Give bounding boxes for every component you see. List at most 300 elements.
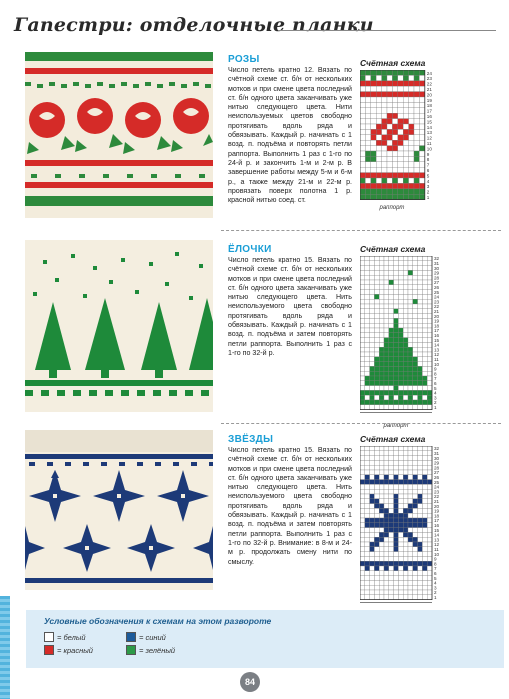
chart-cell: [403, 561, 408, 566]
chart-cell: [427, 362, 432, 367]
chart-cell: [379, 504, 384, 509]
chart-cell: [409, 113, 414, 118]
chart-cell: [422, 299, 427, 304]
chart-cell: [394, 261, 399, 266]
chart-cell: [409, 102, 414, 107]
chart-cell: [418, 285, 423, 290]
row-number: 1: [434, 405, 437, 410]
chart-cell: [371, 108, 376, 113]
chart-cell: [422, 266, 427, 271]
chart-cell: [360, 140, 365, 145]
row-number: 3: [434, 585, 437, 591]
chart-cell: [413, 299, 418, 304]
chart-cell: [384, 465, 389, 470]
rose-chart-caption: раппорт: [379, 205, 405, 211]
chart-cell: [427, 470, 432, 475]
chart-cell: [408, 400, 413, 405]
chart-cell: [422, 460, 427, 465]
chart-cell: [374, 366, 379, 371]
chart-cell: [370, 323, 375, 328]
chart-cell: [384, 275, 389, 280]
chart-cell: [370, 352, 375, 357]
chart-cell: [374, 395, 379, 400]
chart-cell: [379, 299, 384, 304]
chart-cell: [394, 266, 399, 271]
chart-cell: [379, 338, 384, 343]
chart-cell: [365, 294, 370, 299]
chart-cell: [389, 357, 394, 362]
chart-cell: [370, 480, 375, 485]
chart-cell: [387, 178, 392, 183]
chart-cell: [418, 342, 423, 347]
chart-cell: [398, 270, 403, 275]
chart-cell: [379, 508, 384, 513]
chart-cell: [384, 595, 389, 600]
chart-cell: [408, 542, 413, 547]
chart-cell: [384, 362, 389, 367]
chart-cell: [374, 342, 379, 347]
chart-cell: [360, 294, 365, 299]
rose-chart-title: Счётная схема: [360, 58, 426, 68]
chart-cell: [408, 585, 413, 590]
chart-cell: [408, 371, 413, 376]
chart-cell: [409, 189, 414, 194]
chart-cell: [374, 318, 379, 323]
chart-cell: [422, 580, 427, 585]
chart-cell: [371, 102, 376, 107]
star-instructions: [228, 434, 352, 567]
row-number: 23: [434, 299, 440, 305]
star-heading: ЗВЁЗДЫ: [228, 434, 274, 445]
chart-cell: [403, 113, 408, 118]
tree-instructions: [228, 244, 352, 358]
chart-cell: [394, 347, 399, 352]
chart-cell: [389, 465, 394, 470]
chart-cell: [360, 261, 365, 266]
chart-cell: [422, 390, 427, 395]
chart-cell: [422, 328, 427, 333]
chart-cell: [422, 318, 427, 323]
chart-cell: [398, 333, 403, 338]
chart-cell: [370, 475, 375, 480]
chart-cell: [379, 494, 384, 499]
chart-cell: [398, 92, 403, 97]
chart-cell: [427, 275, 432, 280]
chart-cell: [365, 189, 370, 194]
chart-cell: [379, 294, 384, 299]
chart-cell: [376, 183, 381, 188]
row-number: 16: [426, 114, 432, 119]
chart-cell: [370, 357, 375, 362]
chart-cell: [370, 523, 375, 528]
chart-cell: [413, 489, 418, 494]
chart-cell: [360, 518, 365, 523]
chart-cell: [403, 484, 408, 489]
chart-cell: [408, 376, 413, 381]
chart-cell: [403, 146, 408, 151]
chart-cell: [408, 299, 413, 304]
chart-cell: [414, 156, 419, 161]
chart-cell: [403, 275, 408, 280]
row-number: 8: [426, 157, 430, 163]
chart-cell: [376, 108, 381, 113]
chart-cell: [422, 304, 427, 309]
chart-cell: [389, 451, 394, 456]
chart-cell: [379, 328, 384, 333]
chart-cell: [371, 189, 376, 194]
row-number: 20: [434, 313, 440, 319]
chart-cell: [427, 456, 432, 461]
chart-cell: [408, 576, 413, 581]
chart-cell: [379, 357, 384, 362]
row-number: 19: [426, 97, 432, 103]
chart-cell: [403, 290, 408, 295]
chart-cell: [422, 489, 427, 494]
chart-cell: [365, 547, 370, 552]
chart-cell: [413, 366, 418, 371]
chart-cell: [371, 135, 376, 140]
row-number: 6: [434, 571, 437, 576]
chart-cell: [389, 338, 394, 343]
chart-cell: [413, 381, 418, 386]
chart-cell: [409, 135, 414, 140]
chart-cell: [408, 323, 413, 328]
chart-cell: [403, 366, 408, 371]
chart-cell: [403, 499, 408, 504]
chart-cell: [427, 352, 432, 357]
chart-cell: [394, 499, 399, 504]
chart-cell: [382, 81, 387, 86]
chart-cell: [360, 97, 365, 102]
chart-cell: [360, 566, 365, 571]
chart-cell: [413, 342, 418, 347]
chart-cell: [427, 566, 432, 571]
chart-cell: [370, 318, 375, 323]
chart-cell: [384, 400, 389, 405]
star-chart: [360, 446, 444, 608]
row-number: 10: [434, 361, 440, 367]
chart-cell: [408, 494, 413, 499]
chart-cell: [374, 552, 379, 557]
chart-cell: [384, 261, 389, 266]
chart-cell: [384, 270, 389, 275]
chart-cell: [394, 590, 399, 595]
chart-cell: [418, 294, 423, 299]
chart-cell: [427, 475, 432, 480]
chart-cell: [374, 480, 379, 485]
legend-title: Условные обозначения к схемам на этом развороте: [44, 616, 272, 626]
row-number: 18: [434, 323, 440, 329]
row-number: 8: [434, 371, 437, 377]
chart-cell: [413, 376, 418, 381]
chart-cell: [360, 504, 365, 509]
chart-cell: [370, 376, 375, 381]
row-number: 2: [434, 400, 437, 406]
chart-cell: [398, 318, 403, 323]
rose-instructions: [228, 54, 352, 205]
chart-cell: [394, 480, 399, 485]
chart-cell: [409, 156, 414, 161]
chart-cell: [387, 102, 392, 107]
chart-cell: [379, 371, 384, 376]
chart-cell: [408, 314, 413, 319]
chart-cell: [370, 256, 375, 261]
chart-cell: [419, 81, 424, 86]
chart-cell: [384, 513, 389, 518]
chart-cell: [382, 140, 387, 145]
chart-cell: [398, 124, 403, 129]
chart-cell: [422, 494, 427, 499]
chart-cell: [389, 528, 394, 533]
chart-cell: [379, 333, 384, 338]
chart-cell: [408, 513, 413, 518]
chart-cell: [427, 290, 432, 295]
chart-cell: [418, 451, 423, 456]
chart-cell: [418, 400, 423, 405]
chart-cell: [371, 97, 376, 102]
chart-cell: [379, 323, 384, 328]
chart-cell: [422, 523, 427, 528]
chart-cell: [365, 465, 370, 470]
chart-cell: [370, 285, 375, 290]
chart-cell: [418, 280, 423, 285]
chart-cell: [414, 129, 419, 134]
chart-cell: [360, 275, 365, 280]
chart-cell: [389, 381, 394, 386]
chart-cell: [408, 470, 413, 475]
chart-cell: [408, 561, 413, 566]
chart-cell: [371, 151, 376, 156]
chart-cell: [418, 480, 423, 485]
chart-cell: [427, 390, 432, 395]
chart-cell: [403, 576, 408, 581]
chart-cell: [398, 189, 403, 194]
chart-cell: [384, 518, 389, 523]
chart-cell: [387, 124, 392, 129]
chart-cell: [403, 595, 408, 600]
chart-cell: [365, 108, 370, 113]
chart-cell: [370, 371, 375, 376]
row-number: 29: [434, 270, 440, 276]
chart-cell: [365, 280, 370, 285]
legend-label: = белый: [57, 632, 86, 642]
row-number: 1: [426, 195, 430, 200]
chart-cell: [419, 75, 424, 80]
chart-cell: [422, 285, 427, 290]
chart-cell: [422, 261, 427, 266]
chart-cell: [403, 465, 408, 470]
chart-cell: [384, 556, 389, 561]
chart-cell: [365, 75, 370, 80]
chart-cell: [387, 108, 392, 113]
chart-cell: [419, 135, 424, 140]
chart-cell: [408, 309, 413, 314]
chart-cell: [384, 580, 389, 585]
row-number: 26: [434, 475, 440, 480]
row-number: 27: [434, 470, 440, 476]
chart-cell: [360, 146, 365, 151]
chart-cell: [398, 556, 403, 561]
chart-cell: [398, 328, 403, 333]
chart-cell: [408, 285, 413, 290]
chart-cell: [389, 261, 394, 266]
tree-heading: ЁЛОЧКИ: [228, 244, 272, 255]
chart-cell: [384, 347, 389, 352]
chart-cell: [392, 146, 397, 151]
chart-cell: [379, 270, 384, 275]
chart-cell: [422, 499, 427, 504]
chart-cell: [384, 475, 389, 480]
chart-cell: [389, 475, 394, 480]
chart-cell: [403, 571, 408, 576]
row-number: 20: [426, 92, 432, 98]
chart-cell: [403, 102, 408, 107]
legend-item-blue: [126, 632, 166, 642]
chart-cell: [414, 119, 419, 124]
row-number: 18: [434, 513, 440, 519]
chart-cell: [403, 552, 408, 557]
chart-cell: [394, 371, 399, 376]
chart-cell: [370, 460, 375, 465]
chart-cell: [398, 314, 403, 319]
chart-cell: [413, 523, 418, 528]
chart-cell: [379, 475, 384, 480]
chart-cell: [387, 70, 392, 75]
chart-cell: [418, 314, 423, 319]
chart-cell: [360, 480, 365, 485]
chart-cell: [398, 456, 403, 461]
chart-cell: [394, 357, 399, 362]
chart-cell: [398, 119, 403, 124]
chart-cell: [365, 532, 370, 537]
chart-cell: [398, 70, 403, 75]
chart-cell: [408, 499, 413, 504]
chart-cell: [374, 585, 379, 590]
chart-cell: [365, 400, 370, 405]
chart-cell: [370, 304, 375, 309]
row-number: 31: [434, 261, 440, 266]
chart-cell: [422, 275, 427, 280]
chart-cell: [389, 352, 394, 357]
chart-cell: [398, 290, 403, 295]
chart-cell: [413, 318, 418, 323]
chart-cell: [427, 314, 432, 319]
chart-cell: [370, 504, 375, 509]
chart-cell: [379, 528, 384, 533]
chart-cell: [384, 386, 389, 391]
chart-cell: [370, 484, 375, 489]
chart-cell: [418, 362, 423, 367]
chart-cell: [374, 504, 379, 509]
chart-cell: [427, 405, 432, 410]
chart-cell: [389, 304, 394, 309]
chart-cell: [408, 566, 413, 571]
legend-item-white: [44, 632, 86, 642]
chart-cell: [403, 70, 408, 75]
chart-cell: [365, 135, 370, 140]
chart-cell: [403, 92, 408, 97]
chart-cell: [389, 504, 394, 509]
chart-cell: [418, 513, 423, 518]
chart-cell: [376, 129, 381, 134]
star-chart-title: Счётная схема: [360, 434, 426, 444]
chart-cell: [418, 386, 423, 391]
row-number: 3: [434, 395, 437, 401]
chart-cell: [427, 499, 432, 504]
chart-cell: [360, 523, 365, 528]
chart-cell: [419, 183, 424, 188]
chart-cell: [365, 552, 370, 557]
chart-cell: [392, 173, 397, 178]
chart-cell: [427, 571, 432, 576]
chart-cell: [365, 508, 370, 513]
chart-cell: [389, 460, 394, 465]
chart-cell: [427, 542, 432, 547]
row-number: 15: [434, 527, 440, 533]
chart-cell: [408, 571, 413, 576]
row-number: 5: [434, 385, 437, 391]
row-number: 22: [434, 304, 440, 310]
chart-cell: [389, 566, 394, 571]
chart-cell: [392, 108, 397, 113]
chart-cell: [398, 266, 403, 271]
chart-cell: [389, 585, 394, 590]
chart-cell: [409, 119, 414, 124]
chart-cell: [403, 75, 408, 80]
chart-cell: [398, 366, 403, 371]
chart-cell: [379, 556, 384, 561]
row-number: 17: [426, 108, 432, 114]
chart-cell: [376, 113, 381, 118]
chart-cell: [394, 446, 399, 451]
chart-cell: [419, 189, 424, 194]
chart-cell: [392, 178, 397, 183]
chart-cell: [379, 580, 384, 585]
chart-cell: [365, 309, 370, 314]
chart-cell: [419, 108, 424, 113]
chart-cell: [427, 513, 432, 518]
chart-cell: [379, 542, 384, 547]
chart-cell: [365, 261, 370, 266]
chart-cell: [371, 183, 376, 188]
chart-cell: [427, 585, 432, 590]
chart-cell: [418, 590, 423, 595]
chart-cell: [389, 318, 394, 323]
chart-cell: [379, 489, 384, 494]
chart-cell: [379, 318, 384, 323]
chart-cell: [365, 405, 370, 410]
chart-cell: [360, 290, 365, 295]
chart-cell: [374, 513, 379, 518]
chart-cell: [360, 357, 365, 362]
chart-cell: [370, 508, 375, 513]
chart-cell: [419, 92, 424, 97]
chart-cell: [370, 261, 375, 266]
chart-cell: [422, 323, 427, 328]
chart-cell: [392, 86, 397, 91]
chart-cell: [398, 113, 403, 118]
chart-cell: [418, 585, 423, 590]
chart-cell: [374, 261, 379, 266]
chart-cell: [384, 561, 389, 566]
chart-cell: [376, 194, 381, 199]
chart-cell: [365, 376, 370, 381]
row-number: 12: [434, 542, 440, 548]
chart-cell: [413, 285, 418, 290]
chart-cell: [422, 480, 427, 485]
chart-cell: [389, 400, 394, 405]
chart-cell: [408, 465, 413, 470]
